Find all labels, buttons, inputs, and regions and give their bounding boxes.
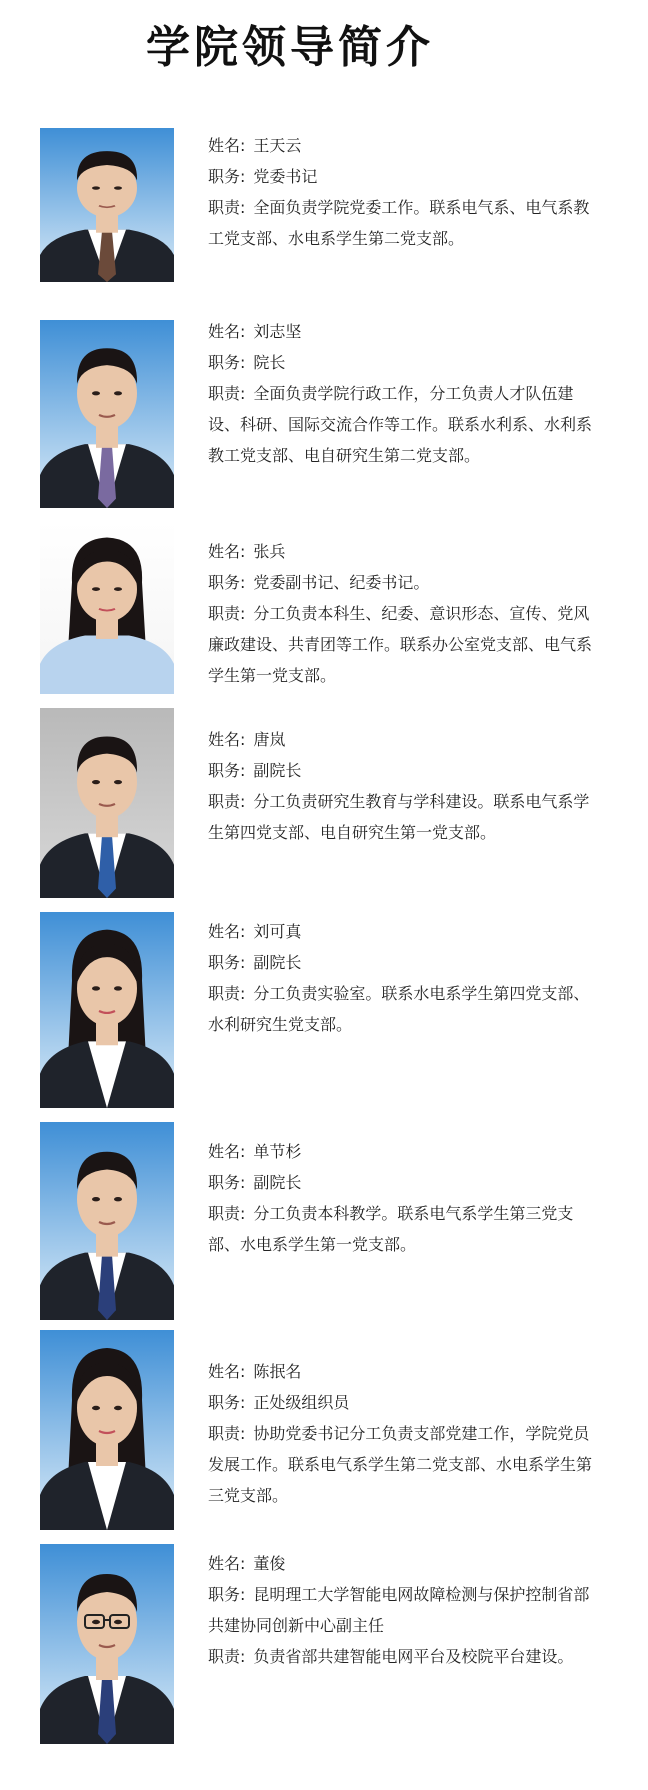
leader-position: 副院长 [253,1173,302,1192]
suit-shape [40,636,174,694]
eye-shape [114,986,122,990]
leader-name: 唐岚 [253,730,286,749]
eye-shape [114,1406,122,1410]
eye-shape [114,1197,122,1201]
leader-photo [40,1330,174,1530]
leader-info [208,724,598,848]
leader-name: 刘可真 [253,922,302,941]
eye-shape [92,391,100,395]
leader-name: 王天云 [253,136,302,155]
duty-label: 职责: [208,384,246,403]
leader-duty: 分工负责本科教学。联系电气系学生第三党支部、水电系学生第一党支部。 [208,1204,574,1254]
eye-shape [92,1620,100,1624]
position-label: 职务: [208,953,246,972]
portrait-image [40,912,174,1108]
leader-info [208,130,598,254]
leader-info [208,316,598,471]
leader-name: 董俊 [253,1554,286,1573]
position-line [208,1387,598,1418]
duty-line [208,598,598,691]
duty-label: 职责: [208,1647,246,1666]
leader-position: 副院长 [253,953,302,972]
leader-info [208,536,598,691]
eye-shape [92,780,100,784]
leader-name: 张兵 [253,542,286,561]
duty-line [208,192,598,254]
leader-photo [40,708,174,898]
leader-photo [40,1544,174,1744]
position-label: 职务: [208,1585,246,1604]
leader-photo [40,912,174,1108]
duty-label: 职责: [208,792,246,811]
eye-shape [114,1620,122,1624]
duty-line [208,978,598,1040]
duty-label: 职责: [208,1204,246,1223]
eye-shape [114,391,122,395]
leader-info [208,916,598,1040]
portrait-image [40,320,174,508]
position-label: 职务: [208,1173,246,1192]
leader-duty: 分工负责本科生、纪委、意识形态、宣传、党风廉政建设、共青团等工作。联系办公室党支部、电气系学生第一党支部。 [208,604,593,685]
name-line [208,724,598,755]
duty-line [208,1418,598,1511]
portrait-image [40,522,174,694]
portrait-image [40,708,174,898]
page-title: 学院领导简介 [146,22,434,73]
name-line [208,536,598,567]
name-line [208,1356,598,1387]
name-label: 姓名: [208,542,246,561]
position-label: 职务: [208,573,246,592]
duty-label: 职责: [208,1424,246,1443]
portrait-image [40,128,174,282]
eye-shape [92,1406,100,1410]
position-line [208,755,598,786]
position-label: 职务: [208,353,246,372]
duty-label: 职责: [208,984,246,1003]
leader-info [208,1356,598,1511]
eye-shape [114,780,122,784]
duty-line [208,786,598,848]
name-line [208,1548,598,1579]
name-label: 姓名: [208,922,246,941]
eye-shape [92,986,100,990]
leader-position: 昆明理工大学智能电网故障检测与保护控制省部共建协同创新中心副主任 [208,1585,590,1635]
leader-name: 刘志坚 [253,322,302,341]
eye-shape [92,1197,100,1201]
portrait-image [40,1330,174,1530]
name-label: 姓名: [208,1554,246,1573]
position-label: 职务: [208,167,246,186]
eye-shape [92,186,100,189]
leader-position: 院长 [253,353,286,372]
leader-photo [40,1122,174,1320]
name-line [208,316,598,347]
leader-photo [40,522,174,694]
leader-duty: 全面负责学院党委工作。联系电气系、电气系教工党支部、水电系学生第二党支部。 [208,198,590,248]
leader-position: 党委副书记、纪委书记。 [253,573,430,592]
leader-name: 陈抿名 [253,1362,302,1381]
name-label: 姓名: [208,322,246,341]
leader-duty: 协助党委书记分工负责支部党建工作，学院党员发展工作。联系电气系学生第二党支部、水电系学生第三党支部。 [208,1424,593,1505]
leader-photo [40,320,174,508]
duty-line [208,1641,598,1672]
leader-name: 单节杉 [253,1142,302,1161]
leader-duty: 分工负责实验室。联系水电系学生第四党支部、水利研究生党支部。 [208,984,590,1034]
position-line [208,947,598,978]
portrait-image [40,1544,174,1744]
leader-duty: 分工负责研究生教育与学科建设。联系电气系学生第四党支部、电自研究生第一党支部。 [208,792,590,842]
duty-label: 职责: [208,604,246,623]
leader-info [208,1548,598,1672]
name-line [208,1136,598,1167]
name-label: 姓名: [208,1362,246,1381]
position-label: 职务: [208,1393,246,1412]
leader-duty: 负责省部共建智能电网平台及校院平台建设。 [253,1647,574,1666]
name-line [208,916,598,947]
name-label: 姓名: [208,1142,246,1161]
leader-info [208,1136,598,1260]
position-label: 职务: [208,761,246,780]
position-line [208,1579,598,1641]
leader-position: 正处级组织员 [253,1393,350,1412]
duty-label: 职责: [208,198,246,217]
duty-line [208,378,598,471]
name-label: 姓名: [208,136,246,155]
position-line [208,1167,598,1198]
position-line [208,347,598,378]
leader-photo [40,128,174,282]
portrait-image [40,1122,174,1320]
name-label: 姓名: [208,730,246,749]
duty-line [208,1198,598,1260]
leader-duty: 全面负责学院行政工作，分工负责人才队伍建设、科研、国际交流合作等工作。联系水利系、水利系教工党支部、电自研究生第二党支部。 [208,384,593,465]
position-line [208,567,598,598]
eye-shape [92,587,100,591]
name-line [208,130,598,161]
eye-shape [114,186,122,189]
eye-shape [114,587,122,591]
leader-position: 副院长 [253,761,302,780]
position-line [208,161,598,192]
leader-position: 党委书记 [253,167,318,186]
